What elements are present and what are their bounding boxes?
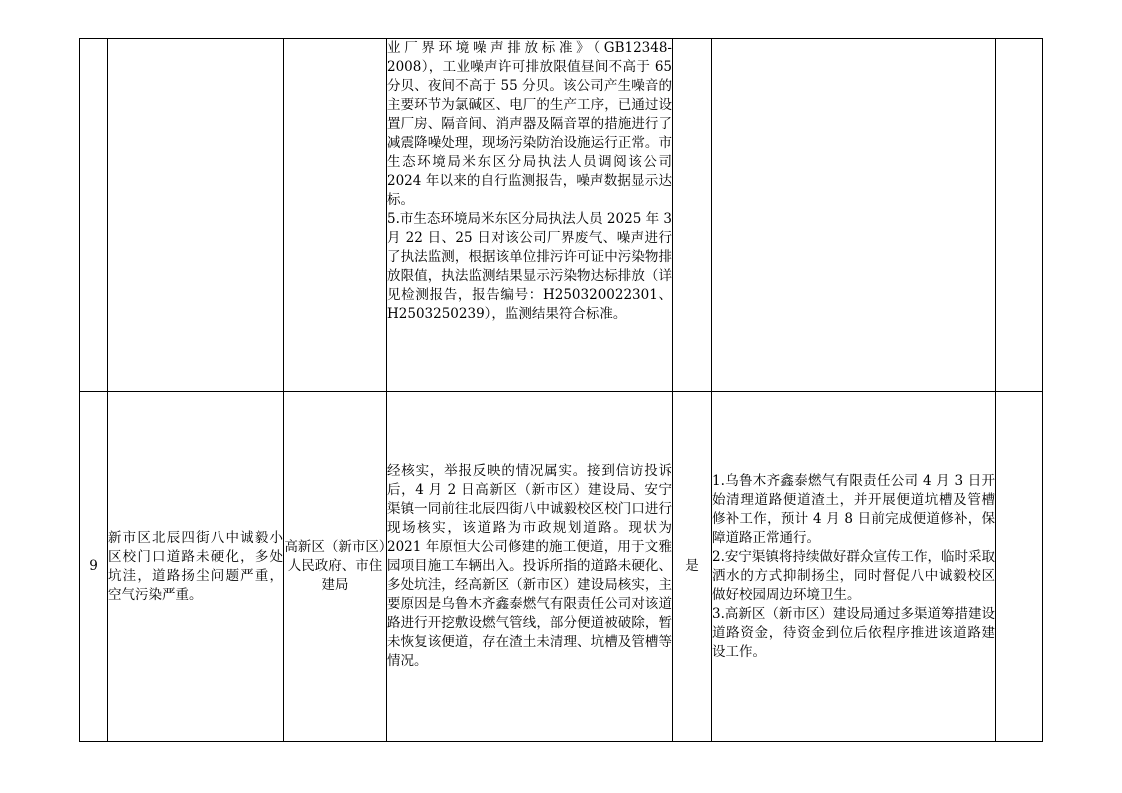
row-number-cell bbox=[80, 39, 108, 392]
table-row bbox=[80, 392, 1043, 742]
result-paragraph: 3.高新区（新市区）建设局通过多渠道筹措建设道路资金，待资金到位后依程序推进该道路建设工作。 bbox=[712, 605, 995, 660]
table-row bbox=[80, 39, 1043, 392]
detail-paragraph: 5.市生态环境局米东区分局执法人员 2025 年 3 月 22 日、25 日对该公司厂界废气、噪声进行了执法监测，根据该单位排污许可证中污染物排放限值，执法监测结果显示污染物达标排放（详见检测报告，报告编号：H250320022301、H2503250239），监测结果符合标准。 bbox=[387, 211, 672, 322]
investigation-detail-cell bbox=[387, 392, 673, 742]
result-paragraph: 1.乌鲁木齐鑫泰燃气有限责任公司 4 月 3 日开始清理道路便道渣土，并开展便道坑槽及管槽修补工作，预计 4 月 8 日前完成便道修补，保障道路正常通行。 bbox=[712, 472, 995, 546]
row-number-cell: 9 bbox=[80, 392, 108, 742]
is-true-cell: 是 bbox=[673, 392, 712, 742]
responsible-unit-cell bbox=[284, 39, 387, 392]
remarks-cell bbox=[996, 392, 1043, 742]
issue-cell: 新市区北辰四街八中诚毅小区校门口道路未硬化，多处坑洼，道路扬尘问题严重，空气污染严重。 bbox=[108, 392, 284, 742]
investigation-detail-cell bbox=[387, 39, 673, 392]
result-paragraph: 2.安宁渠镇将持续做好群众宣传工作，临时采取洒水的方式抑制扬尘，同时督促八中诚毅校区做好校园周边环境卫生。 bbox=[712, 548, 995, 603]
responsible-unit-cell: 高新区（新市区）人民政府、市住建局 bbox=[284, 392, 387, 742]
petition-table bbox=[79, 38, 1043, 742]
handling-result-cell bbox=[712, 39, 996, 392]
detail-paragraph: 业厂界环境噪声排放标准》（GB12348-2008），工业噪声许可排放限值昼间不高于 65 分贝、夜间不高于 55 分贝。该公司产生噪音的主要环节为氯碱区、电厂的生产工序，已通过设置厂房、隔音间、消声器及隔音罩的措施进行了减震降噪处理，现场污染防治设施运行正常。市生态环境局米东区分局执法人员调阅该公司 2024 年以来的自行监测报告，噪声数据显示达标。 bbox=[387, 40, 672, 208]
handling-result-cell bbox=[712, 392, 996, 742]
remarks-cell bbox=[996, 39, 1043, 392]
issue-cell bbox=[108, 39, 284, 392]
detail-paragraph: 经核实，举报反映的情况属实。接到信访投诉后，4 月 2 日高新区（新市区）建设局、安宁渠镇一同前往北辰四街八中诚毅校区校门口进行现场核实，该道路为市政规划道路。现状为 2021 年原恒大公司修建的施工便道，用于文雅园项目施工车辆出入。投诉所指的道路未硬化、多处坑洼，经高新区（新市区）建设局核实，主要原因是乌鲁木齐鑫泰燃气有限责任公司对该道路进行开挖敷设燃气管线，部分便道被破除，暂未恢复该便道，存在渣土未清理、坑槽及管槽等情况。 bbox=[387, 463, 672, 669]
is-true-cell bbox=[673, 39, 712, 392]
